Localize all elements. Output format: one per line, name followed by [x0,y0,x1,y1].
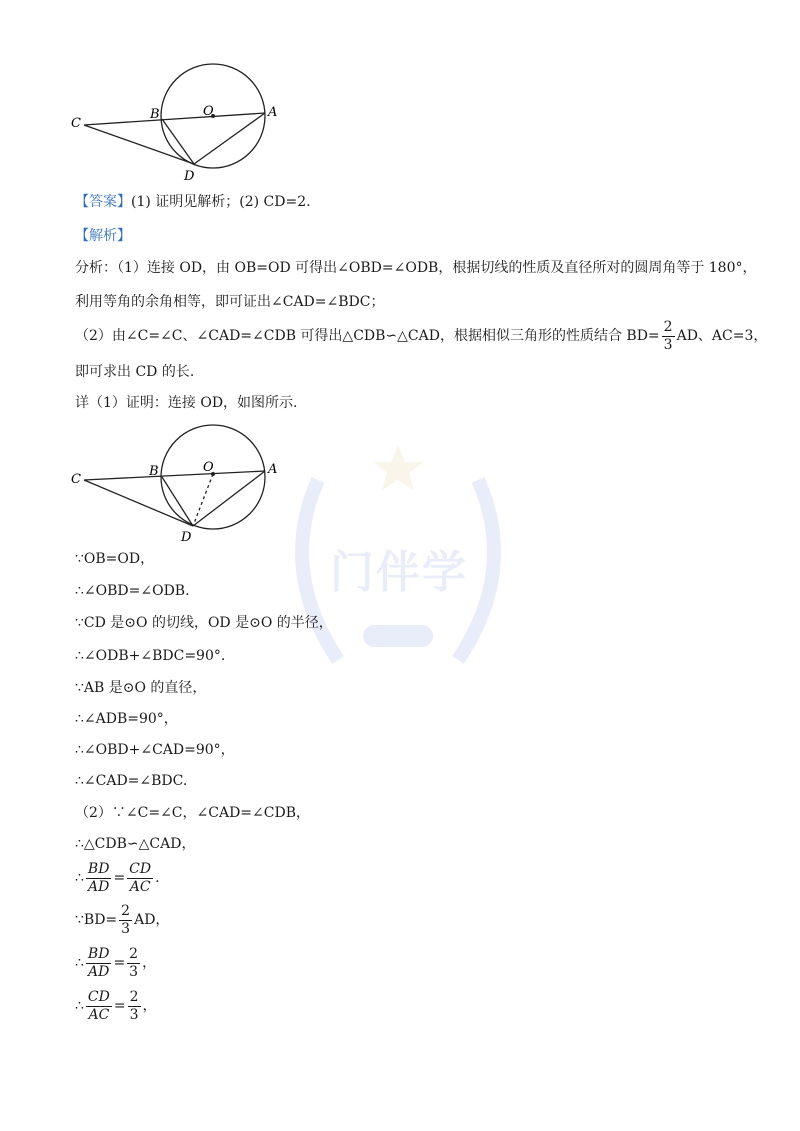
label-b: B [150,107,160,122]
f4-d2: 3 [129,1006,139,1023]
answer-line [75,192,311,212]
step-1: ∵OB=OD， [75,551,155,567]
f4-d1: AC [88,1006,110,1023]
step-3: ∵CD 是⊙O 的切线，OD 是⊙O 的半径， [75,615,333,631]
f3-eq: = [113,955,126,971]
geometry-figure-2 [60,405,300,555]
watermark-text: 门伴学 [330,547,468,598]
step-8: ∴∠CAD=∠BDC. [75,773,188,789]
step-2: ∴∠OBD=∠ODB. [75,583,190,599]
label-d: D [181,530,192,545]
step-10: ∴△CDB∽△CAD， [75,836,196,852]
step-fraction-3 [75,944,156,982]
fraction-two-thirds [119,903,132,938]
segment-ad [194,113,265,164]
f1-d2: AC [129,878,151,895]
geometry-figure-1 [60,40,300,190]
f1-n2: CD [129,860,152,877]
f1-eq: = [113,870,126,886]
f1-pre: ∴ [75,870,84,886]
step-fraction-1 [75,859,160,897]
answer-text: (1) 证明见解析；(2) CD=2. [131,194,311,210]
segment-cd [84,125,194,164]
step-4: ∴∠ODB+∠BDC=90°. [75,648,226,664]
label-c: C [71,472,81,487]
analysis-p2: 利用等角的余角相等，即可证出∠CAD=∠BDC； [75,294,385,310]
fraction-two-thirds [662,319,675,354]
f4-pre: ∴ [75,998,84,1014]
step-9: （2）∵∠C=∠C，∠CAD=∠CDB， [75,805,310,821]
label-o: O [203,460,214,475]
f2-pre: ∵BD= [75,912,118,928]
f1-n1: BD [87,860,110,877]
f2-d: 3 [121,920,131,937]
fraction-bd-ad [86,946,112,981]
label-b: B [149,464,159,479]
f4-eq: = [113,998,126,1014]
analysis-tag: 【解析】 [75,228,131,244]
fraction-cd-ac [86,989,112,1024]
watermark-logo [278,440,518,690]
answer-tag: 【答案】 [75,194,131,210]
f3-pre: ∴ [75,955,84,971]
f1-d1: AD [88,878,110,895]
f4-post: ， [142,998,157,1014]
step-fraction-4 [75,987,157,1025]
label-c: C [71,116,81,131]
segment-ca [84,471,265,480]
frac-num: 2 [663,318,673,335]
analysis-p3-text: （2）由∠C=∠C、∠CAD=∠CDB 可得出△CDB∽△CAD，根据相似三角形的性质结合 BD= [75,328,660,344]
analysis-p3-tail: AD、AC=3， [676,328,768,344]
step-6: ∴∠ADB=90°， [75,711,178,727]
f2-post: AD， [134,912,170,928]
circle-o [161,425,265,529]
fraction-two-thirds [128,989,141,1024]
f3-d2: 3 [129,963,139,980]
step-fraction-2 [75,901,169,939]
segment-ca [84,113,265,125]
analysis-p4: 即可求出 CD 的长. [75,364,195,380]
f3-n1: BD [87,945,110,962]
f3-post: ， [142,955,157,971]
f2-n: 2 [121,902,131,919]
f3-d1: AD [88,963,110,980]
label-d: D [184,169,195,184]
step-7: ∴∠OBD+∠CAD=90°， [75,742,235,758]
step-5: ∵AB 是⊙O 的直径， [75,680,207,696]
fraction-cd-ac [127,861,153,896]
segment-bd [162,119,194,164]
analysis-p3 [75,318,767,354]
segment-cd [84,480,193,526]
label-o: O [203,104,214,119]
fraction-two-thirds [127,946,140,981]
label-a: A [268,462,278,477]
f1-post: . [155,870,160,886]
analysis-p1: 分析：（1）连接 OD，由 OB=OD 可得出∠OBD=∠ODB，根据切线的性质及直径所对的圆周角等于 180°， [75,260,757,276]
f3-n2: 2 [129,945,139,962]
fraction-bd-ad [86,861,112,896]
f4-n1: CD [87,988,110,1005]
frac-den: 3 [663,336,673,353]
detail-intro: 详（1）证明：连接 OD，如图所示. [75,395,298,411]
label-a: A [268,105,278,120]
f4-n2: 2 [129,988,139,1005]
